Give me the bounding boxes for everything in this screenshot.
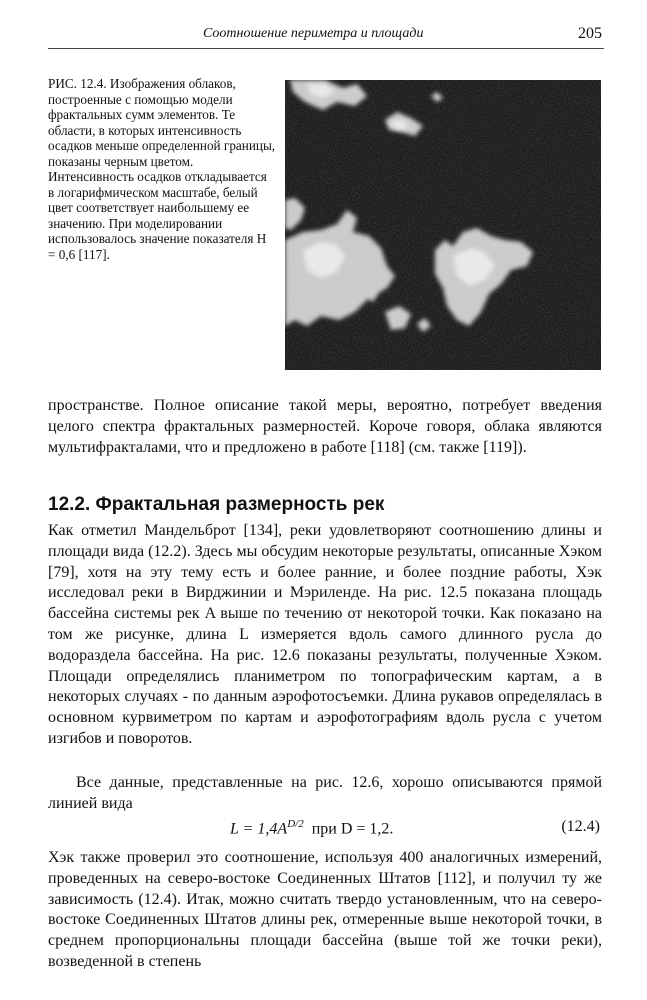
- paragraph-3-text: Все данные, представленные на рис. 12.6, хорошо описываются прямой линией вида: [48, 774, 602, 812]
- equation-body: [230, 818, 393, 838]
- paragraph-4: [48, 848, 602, 973]
- equation-lhs: L = 1,4A: [230, 820, 288, 838]
- paragraph-1-text: пространстве. Полное описание такой меры, вероятно, потребует введения целого спектра фрактальных размерностей. Короче говоря, облака являются мультифракталами, что и предложено в работе [118] (см. также [119]).: [48, 397, 602, 456]
- equation-exponent: D/2: [287, 818, 304, 830]
- equation-number: (12.4): [561, 818, 600, 835]
- equation-condition: при D = 1,2.: [311, 820, 394, 838]
- cloud-image-graphic: [285, 80, 601, 370]
- paragraph-2-text: Как отметил Мандельброт [134], реки удовлетворяют соотношению длины и площади вида (12.2). Здесь мы обсудим некоторые результаты, описанные Хэком [79], хотя на эту тему есть и более ранние, и более поздние работы, Хэк исследовал реки в Вирджинии и Мэриленде. На рис. 12.5 показана площадь бассейна системы рек A выше по течению от некоторой точки. Как показано на том же рисунке, длина L измеряется вдоль самого длинного русла до водораздела бассейна. На рис. 12.6 показаны результаты, полученные Хэком. Площади определялись планиметром по топографическим картам, а в некоторых случаях - по данным аэрофотосъемки. Длина рукавов определялась в основном курвиметром по картам и аэрофотографиям вдоль русла с учетом изгибов и поворотов.: [48, 522, 602, 747]
- paragraph-3: [48, 773, 602, 815]
- figure-caption-text: РИС. 12.4. Изображения облаков, построенные с помощью модели фрактальных сумм элементов. Те области, в которых интенсивность осадков меньше определенной границы, показаны черным цветом. Интенсивность осадков откладывается в логарифмическом масштабе, белый цвет соответствует наибольшему ее значению. При моделировании использовалось значение показателя H = 0,6 [117].: [48, 76, 276, 262]
- page-number: 205: [578, 25, 602, 42]
- figure-caption: [48, 76, 276, 262]
- paragraph-1: [48, 396, 602, 458]
- page-header: [48, 26, 604, 49]
- equation-12-4: [48, 818, 602, 842]
- running-title: Соотношение периметра и площади: [203, 26, 424, 41]
- paragraph-4-text: Хэк также проверил это соотношение, используя 400 аналогичных измерений, проведенных на северо-востоке Соединенных Штатов [112], и получил ту же зависимость (12.4). Итак, можно считать твердо установленным, что на северо-востоке Соединенных Штатов длины рек, отмеренные выше некоторой точки, в среднем пропорциональны площади бассейна (выше той же точки реки), возведенной в степень: [48, 849, 602, 970]
- cloud-image: [285, 80, 601, 370]
- section-heading: 12.2. Фрактальная размерность рек: [48, 494, 385, 515]
- paragraph-2: [48, 521, 602, 750]
